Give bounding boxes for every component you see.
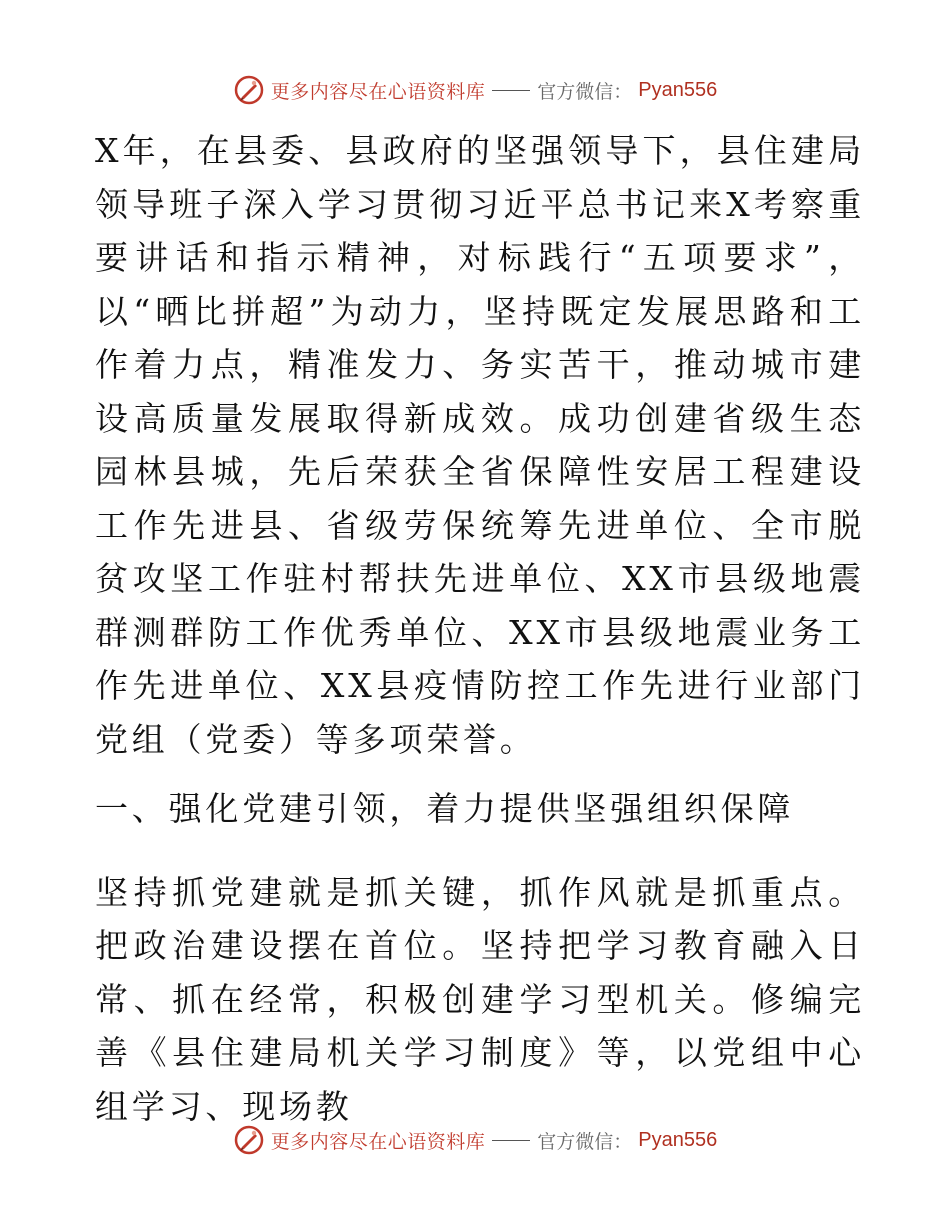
pen-logo-icon xyxy=(233,74,265,106)
wechat-id: Pyan556 xyxy=(638,1128,718,1151)
intro-paragraph: X年，在县委、县政府的坚强领导下，县住建局领导班子深入学习贯彻习近平总书记来X考察重要讲话和指示精神，对标践行“五项要求”，以“晒比拼超”为动力，坚持既定发展思路和工作着力点，精准发力、务实苦干，推动城市建设高质量发展取得新成效。成功创建省级生态园林县城，先后荣获全省保障性安居工程建设工作先进县、省级劳保统筹先进单位、全市脱贫攻坚工作驻村帮扶先进单位、XX市县级地震群测群防工作优秀单位、XX市县级地震业务工作先进单位、XX县疫情防控工作先进行业部门党组（党委）等多项荣誉。 xyxy=(95,131,865,759)
pen-logo-icon xyxy=(233,1124,265,1156)
wechat-label: 官方微信： xyxy=(537,80,633,103)
wechat-id: Pyan556 xyxy=(638,78,718,101)
wechat-label: 官方微信： xyxy=(537,1130,633,1153)
watermark-text: 更多内容尽在心语资料库 xyxy=(270,1130,486,1153)
watermark-text: 更多内容尽在心语资料库 xyxy=(270,80,486,103)
header-watermark-banner xyxy=(0,70,950,110)
document-body xyxy=(95,124,865,1133)
watermark-dash xyxy=(492,1140,530,1141)
watermark-dash xyxy=(492,90,530,91)
section-heading-1: 一、强化党建引领，着力提供坚强组织保障 xyxy=(95,789,795,828)
footer-watermark-banner xyxy=(0,1120,950,1160)
section-1-paragraph: 坚持抓党建就是抓关键，抓作风就是抓重点。把政治建设摆在首位。坚持把学习教育融入日常、抓在经常，积极创建学习型机关。修编完善《县住建局机关学习制度》等，以党组中心组学习、现场教 xyxy=(95,872,865,1126)
